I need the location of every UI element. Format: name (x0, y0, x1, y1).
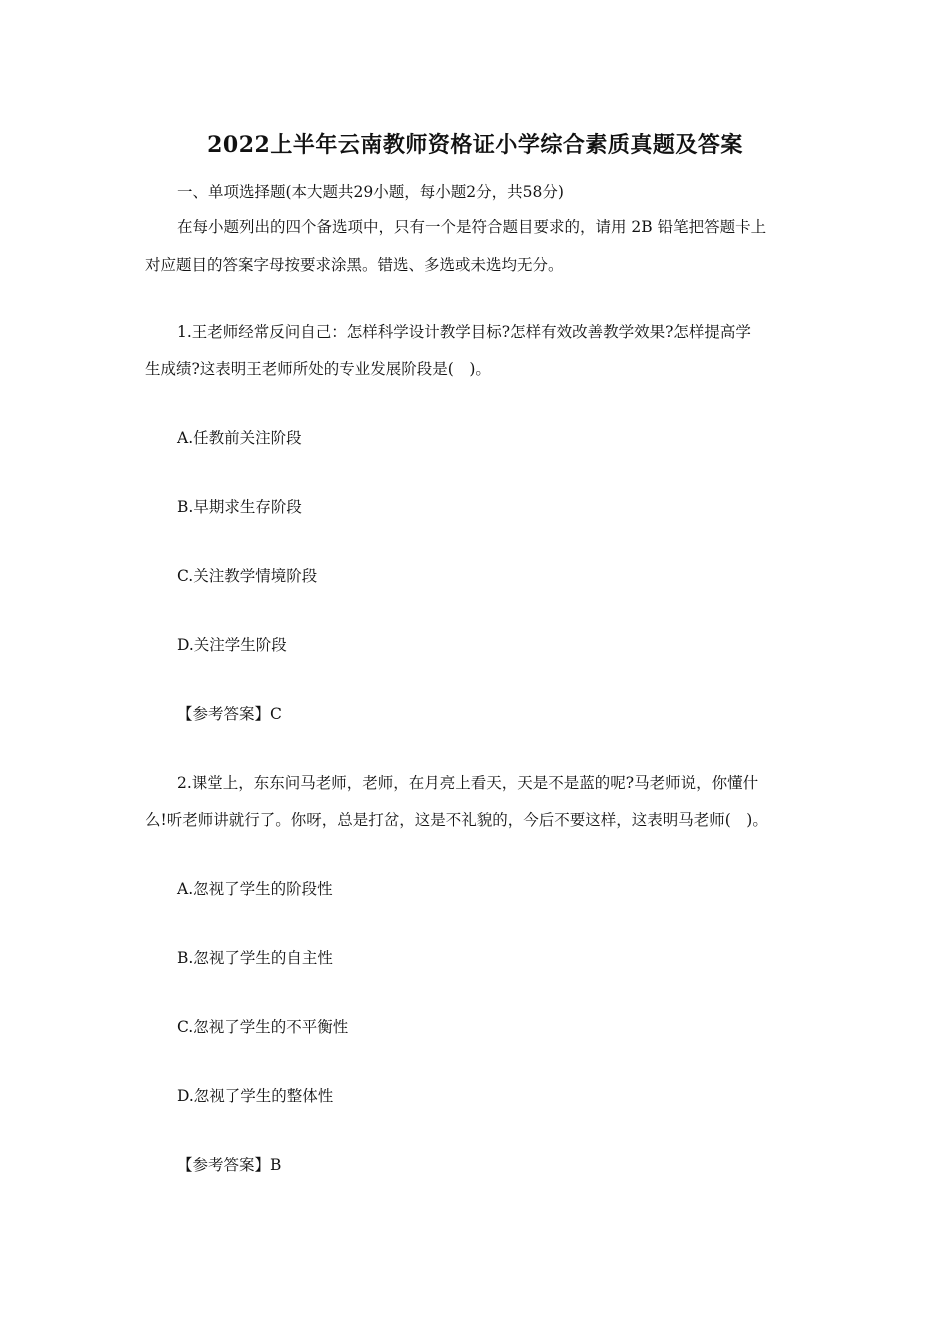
question-2-stem-line-2: 么!听老师讲就行了。你呀，总是打岔，这是不礼貌的，今后不要这样，这表明马老师( )。 (145, 811, 768, 829)
question-2-answer: 【参考答案】B (177, 1156, 282, 1174)
question-1-option-a: A.任教前关注阶段 (177, 429, 302, 447)
question-1-option-c: C.关注教学情境阶段 (177, 567, 318, 585)
question-1-option-d: D.关注学生阶段 (177, 636, 287, 654)
section-heading: 一、单项选择题(本大题共29小题，每小题2分，共58分) (177, 183, 564, 201)
question-1-answer: 【参考答案】C (177, 705, 282, 723)
question-1-option-b: B.早期求生存阶段 (177, 498, 302, 516)
question-2-option-a: A.忽视了学生的阶段性 (177, 880, 333, 898)
question-2-option-d: D.忽视了学生的整体性 (177, 1087, 334, 1105)
document-title: 2022上半年云南教师资格证小学综合素质真题及答案 (207, 132, 743, 158)
instruction-line-2: 对应题目的答案字母按要求涂黑。错选、多选或未选均无分。 (145, 256, 564, 274)
question-1-stem-line-1: 1.王老师经常反问自己：怎样科学设计教学目标?怎样有效改善教学效果?怎样提高学 (177, 323, 751, 341)
question-2-option-c: C.忽视了学生的不平衡性 (177, 1018, 349, 1036)
question-1-stem-line-2: 生成绩?这表明王老师所处的专业发展阶段是( )。 (145, 360, 491, 378)
question-2-option-b: B.忽视了学生的自主性 (177, 949, 333, 967)
instruction-line-1: 在每小题列出的四个备选项中，只有一个是符合题目要求的，请用 2B 铅笔把答题卡上 (177, 218, 767, 236)
question-2-stem-line-1: 2.课堂上，东东问马老师，老师，在月亮上看天，天是不是蓝的呢?马老师说，你懂什 (177, 774, 759, 792)
